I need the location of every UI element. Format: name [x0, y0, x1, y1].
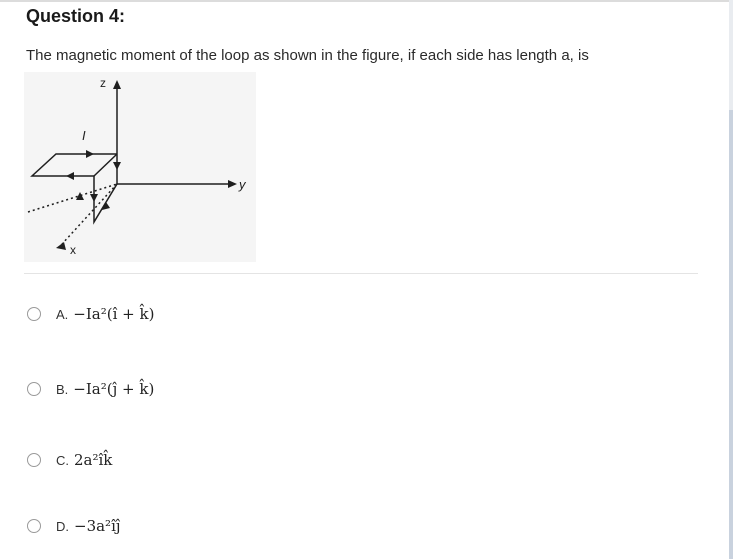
- option-letter: B.: [56, 381, 69, 397]
- option-letter: C.: [56, 452, 69, 468]
- x-label: x: [70, 243, 76, 257]
- loop-diagram: [24, 72, 256, 262]
- question-title: Question 4:: [26, 6, 126, 26]
- option-a[interactable]: [27, 305, 154, 323]
- x-arrow: [56, 242, 66, 250]
- current-arrow: [86, 150, 94, 158]
- y-label: y: [239, 177, 246, 192]
- option-expression: 2a²îk̂: [74, 451, 113, 469]
- divider: [24, 273, 698, 274]
- question-text: The magnetic moment of the loop as shown in the figure, if each side has length a, is: [26, 47, 589, 64]
- current-label: I: [82, 128, 86, 143]
- y-arrow: [228, 180, 237, 188]
- radio-button[interactable]: [27, 382, 41, 396]
- top-border: [0, 0, 733, 2]
- option-d[interactable]: [27, 517, 121, 535]
- option-b[interactable]: [27, 380, 154, 398]
- z-arrow: [113, 80, 121, 89]
- option-expression: −3a²îĵ: [74, 517, 121, 535]
- current-loop: [32, 154, 117, 222]
- radio-button[interactable]: [27, 519, 41, 533]
- option-letter: A.: [56, 306, 69, 322]
- radio-button[interactable]: [27, 453, 41, 467]
- z-label: z: [100, 76, 106, 90]
- option-expression: −Ia²(ĵ + k̂): [73, 380, 155, 398]
- radio-button[interactable]: [27, 307, 41, 321]
- option-letter: D.: [56, 518, 69, 534]
- question-figure: [24, 72, 256, 262]
- scrollbar[interactable]: [729, 110, 733, 559]
- x-axis: [62, 184, 117, 244]
- option-expression: −Ia²(î + k̂): [73, 305, 155, 323]
- option-c[interactable]: [27, 451, 112, 469]
